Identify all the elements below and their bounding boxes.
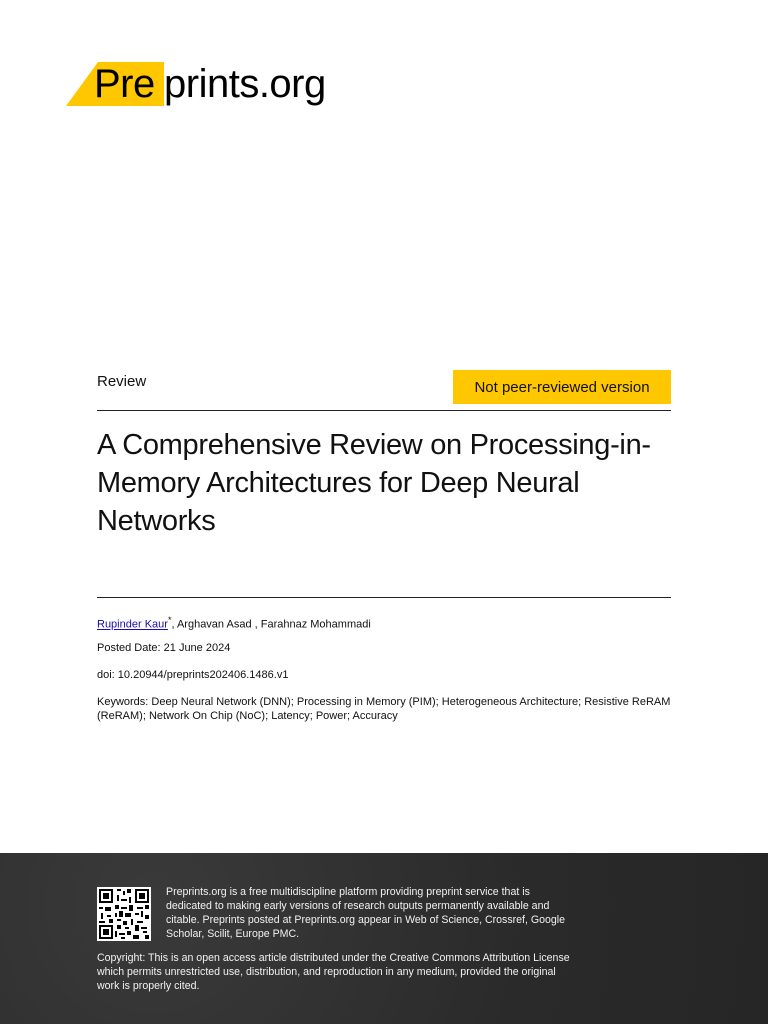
footer-about-text: Preprints.org is a free multidiscipline platform providing preprint service that is dedicated to making early versions of research outputs permanently available and citable. Preprints posted at Preprints.org appear in Web of Science, Crossref, Google Scholar, Scilit, Europe PMC. [166,886,566,940]
header-divider [97,410,671,411]
other-authors: , Arghavan Asad , Farahnaz Mohammadi [171,618,371,631]
corresponding-author-mark: * [167,615,172,625]
preprints-logo[interactable] [66,60,366,108]
posted-date: Posted Date: 21 June 2024 [97,642,231,654]
article-title: A Comprehensive Review on Processing-in-Memory Architectures for Deep Neural Networks [97,429,651,537]
footer-banner [0,853,768,1024]
logo-brand-highlight: Pre [94,62,155,106]
doi-line[interactable]: doi: 10.20944/preprints202406.1486.v1 [97,669,289,681]
footer-copyright-text: Copyright: This is an open access article distributed under the Creative Commons Attribution License which permits unrestricted use, distribution, and reproduction in any medium, provided the original work is properly cited. [97,952,570,992]
logo-brand-rest: prints.org [164,62,326,106]
title-divider [97,597,671,598]
peer-review-status-badge: Not peer-reviewed version [453,370,671,404]
qr-code-icon[interactable] [97,887,151,941]
keywords-line: Keywords: Deep Neural Network (DNN); Processing in Memory (PIM); Heterogeneous Architecture; Resistive ReRAM (ReRAM); Network On Chip (NoC); Latency; Power; Accuracy [97,696,671,722]
author-link-rupinder-kaur[interactable]: Rupinder Kaur [97,618,168,631]
article-type-label: Review [97,373,147,390]
authors-line [97,613,687,632]
